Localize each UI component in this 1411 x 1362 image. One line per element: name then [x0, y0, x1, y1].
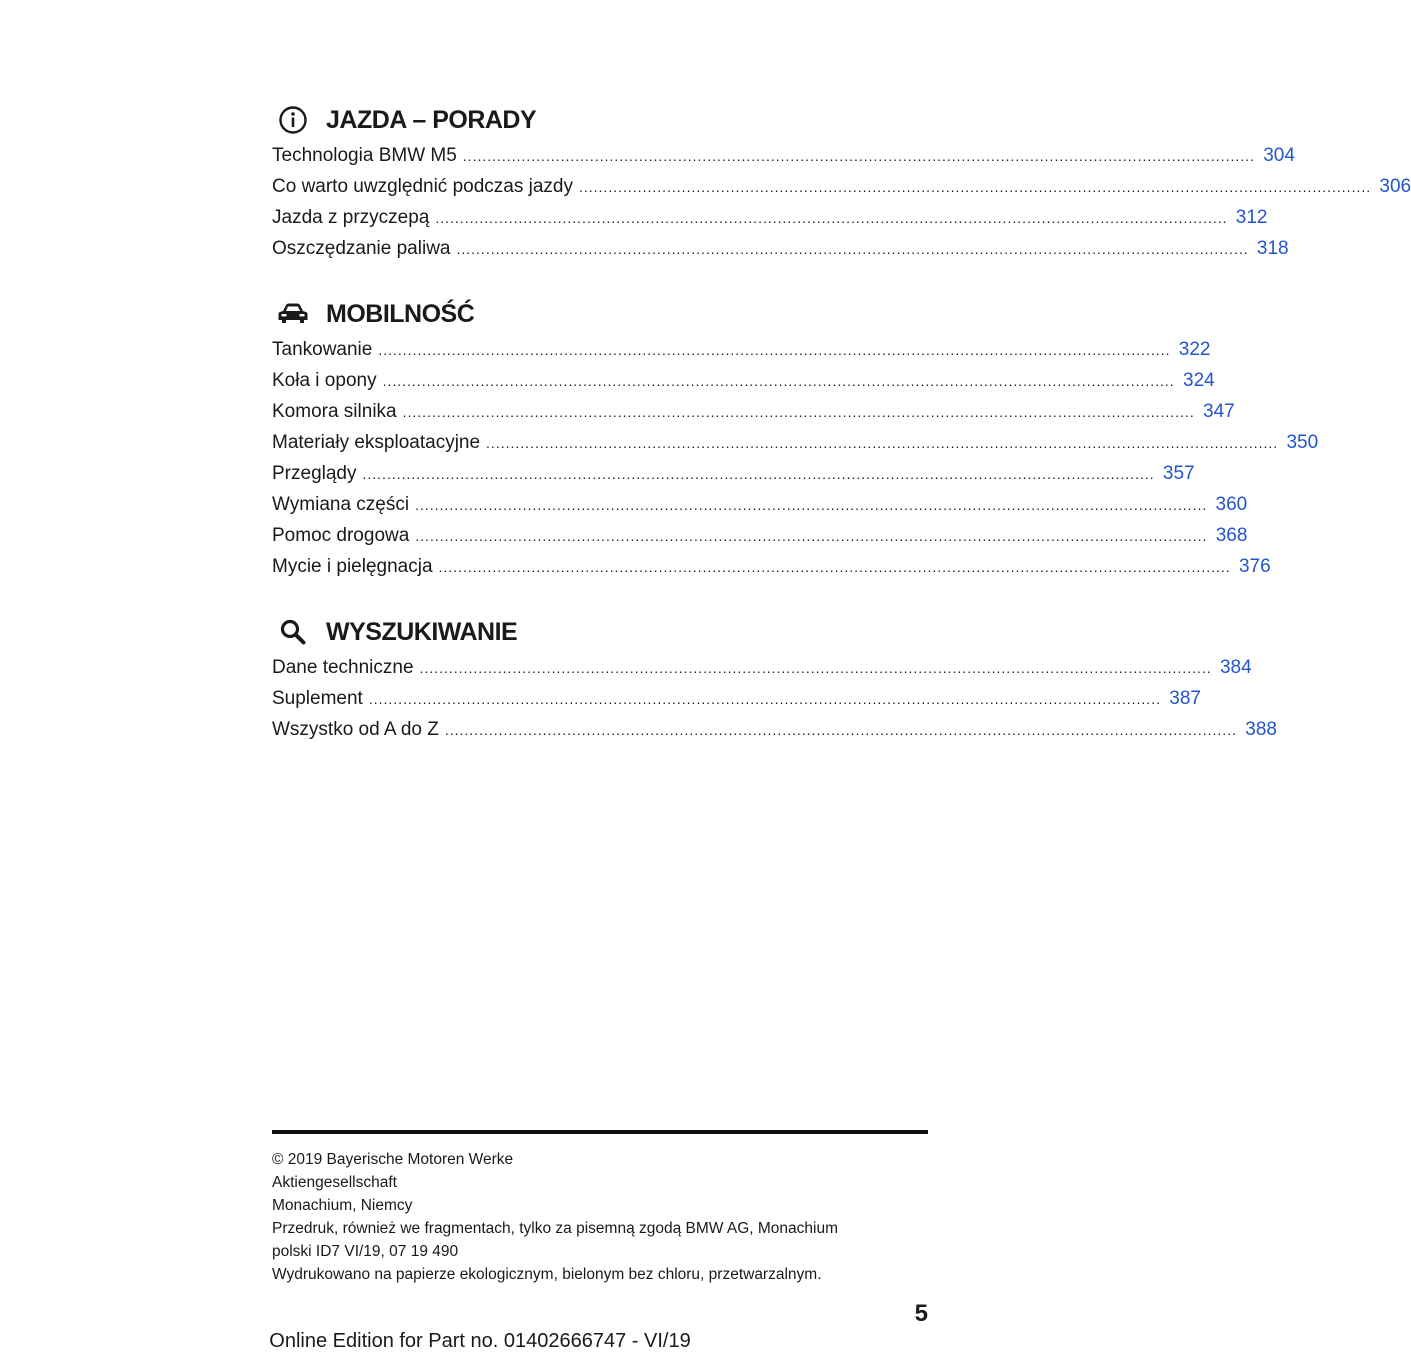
- imprint-line: polski ID7 VI/19, 07 19 490: [272, 1243, 459, 1260]
- toc-entry-label: Co warto uwzględnić podczas jazdy: [272, 176, 573, 197]
- toc-page-link[interactable]: 368: [1215, 525, 1248, 546]
- imprint-line: Wydrukowano na papierze ekologicznym, bielonym bez chloru, przetwarzalnym.: [272, 1266, 822, 1283]
- dot-leader: ..................................................................................................................................................................: [419, 660, 1212, 676]
- imprint-block: [272, 1148, 928, 1286]
- section-heading-mobilnosc: [272, 294, 928, 334]
- section-title: MOBILNOŚĆ: [326, 299, 475, 328]
- imprint-line: © 2019 Bayerische Motoren Werke: [272, 1151, 514, 1168]
- dot-leader: ..................................................................................................................................................................: [415, 497, 1208, 513]
- toc-page-link[interactable]: 387: [1169, 688, 1201, 709]
- imprint-line: Monachium, Niemcy: [272, 1197, 413, 1214]
- dot-leader: ..................................................................................................................................................................: [486, 435, 1279, 451]
- toc-page-link[interactable]: 350: [1286, 432, 1319, 453]
- toc-entry[interactable]: [272, 233, 1289, 264]
- toc-entry[interactable]: [272, 202, 1268, 233]
- section-heading-wyszukiwanie: [272, 612, 928, 652]
- search-icon: [272, 616, 314, 648]
- table-of-contents: [272, 100, 1411, 745]
- toc-entry[interactable]: [272, 171, 1411, 202]
- toc-entry-label: Jazda z przyczepą: [272, 207, 430, 228]
- dot-leader: ..................................................................................................................................................................: [456, 241, 1249, 257]
- dot-leader: ..................................................................................................................................................................: [368, 691, 1161, 707]
- toc-entry-label: Mycie i pielęgnacja: [272, 556, 433, 577]
- toc-entry[interactable]: [272, 551, 1271, 582]
- car-icon: [272, 298, 314, 330]
- dot-leader: ..................................................................................................................................................................: [402, 404, 1195, 420]
- divider-rule: [272, 1130, 928, 1134]
- section-items: [272, 652, 1277, 745]
- toc-entry[interactable]: [272, 489, 1248, 520]
- dot-leader: ..................................................................................................................................................................: [435, 210, 1228, 226]
- toc-entry-label: Wymiana części: [272, 494, 410, 515]
- toc-entry[interactable]: [272, 334, 1211, 365]
- toc-entry[interactable]: [272, 458, 1195, 489]
- toc-entry-label: Materiały eksploatacyjne: [272, 432, 481, 453]
- footer-edition-text: Online Edition for Part no. 01402666747 - VI/19: [269, 1330, 691, 1352]
- toc-page-link[interactable]: 360: [1215, 494, 1248, 515]
- section-items: [272, 140, 1411, 264]
- toc-entry-label: Dane techniczne: [272, 657, 414, 678]
- toc-page-link[interactable]: 384: [1219, 657, 1252, 678]
- info-circle-icon: [272, 104, 314, 136]
- toc-page-link[interactable]: 312: [1235, 207, 1268, 228]
- dot-leader: ..................................................................................................................................................................: [378, 342, 1171, 358]
- toc-entry-label: Przeglądy: [272, 463, 357, 484]
- toc-page-link[interactable]: 304: [1263, 145, 1295, 166]
- toc-page-link[interactable]: 318: [1256, 238, 1289, 259]
- toc-entry-label: Komora silnika: [272, 401, 397, 422]
- imprint-line: Aktiengesellschaft: [272, 1174, 397, 1191]
- dot-leader: ..................................................................................................................................................................: [462, 148, 1255, 164]
- toc-entry[interactable]: [272, 683, 1201, 714]
- toc-page-link[interactable]: 376: [1238, 556, 1271, 577]
- toc-page-link[interactable]: 306: [1379, 176, 1411, 197]
- toc-entry[interactable]: [272, 520, 1248, 551]
- section-items: [272, 334, 1319, 582]
- toc-page-link[interactable]: 324: [1183, 370, 1215, 391]
- dot-leader: ..................................................................................................................................................................: [579, 179, 1372, 195]
- dot-leader: ..................................................................................................................................................................: [415, 528, 1208, 544]
- toc-entry-label: Tankowanie: [272, 339, 373, 360]
- toc-entry[interactable]: [272, 396, 1235, 427]
- toc-page-link[interactable]: 388: [1245, 719, 1277, 740]
- toc-entry[interactable]: [272, 714, 1277, 745]
- dot-leader: ..................................................................................................................................................................: [438, 559, 1231, 575]
- toc-entry-label: Wszystko od A do Z: [272, 719, 439, 740]
- toc-entry-label: Technologia BMW M5: [272, 145, 457, 166]
- dot-leader: ..................................................................................................................................................................: [362, 466, 1155, 482]
- toc-entry[interactable]: [272, 652, 1252, 683]
- toc-entry[interactable]: [272, 140, 1295, 171]
- toc-page-link[interactable]: 347: [1203, 401, 1235, 422]
- toc-entry[interactable]: [272, 365, 1215, 396]
- section-title: JAZDA – PORADY: [326, 105, 537, 134]
- section-heading-jazda-porady: [272, 100, 928, 140]
- toc-entry-label: Oszczędzanie paliwa: [272, 238, 451, 259]
- toc-page-link[interactable]: 357: [1162, 463, 1195, 484]
- toc-entry-label: Pomoc drogowa: [272, 525, 410, 546]
- toc-entry[interactable]: [272, 427, 1319, 458]
- toc-entry-label: Suplement: [272, 688, 363, 709]
- section-title: WYSZUKIWANIE: [326, 617, 518, 646]
- toc-page-link[interactable]: 322: [1178, 339, 1211, 360]
- page-number: 5: [914, 1300, 928, 1327]
- toc-entry-label: Koła i opony: [272, 370, 377, 391]
- dot-leader: ..................................................................................................................................................................: [382, 373, 1175, 389]
- imprint-line: Przedruk, również we fragmentach, tylko za pisemną zgodą BMW AG, Monachium: [272, 1220, 838, 1237]
- dot-leader: ..................................................................................................................................................................: [444, 722, 1237, 738]
